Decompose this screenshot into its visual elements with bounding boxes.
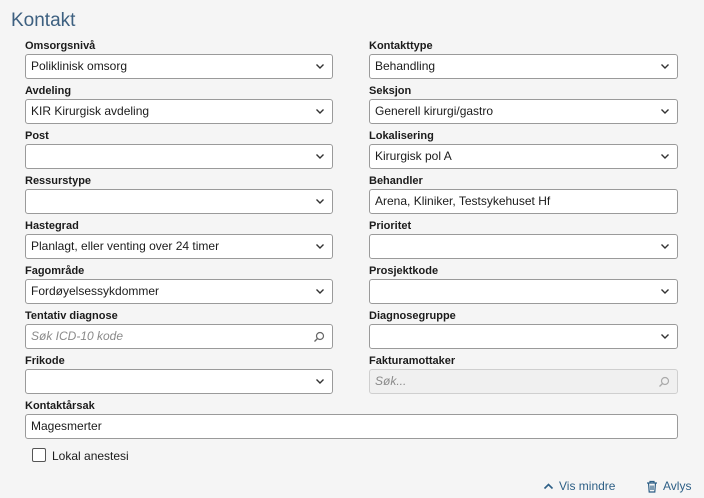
frikode-label: Frikode (25, 355, 65, 367)
vis-mindre-label: Vis mindre (559, 479, 616, 493)
tentativ-diagnose-search-input[interactable] (25, 324, 333, 349)
prosjektkode-dropdown[interactable] (369, 279, 678, 304)
search-icon (658, 376, 670, 388)
behandler-label: Behandler (369, 175, 423, 187)
chevron-down-icon (315, 196, 325, 206)
chevron-down-icon (315, 151, 325, 161)
hastegrad-dropdown[interactable] (25, 234, 333, 259)
chevron-down-icon (315, 241, 325, 251)
omsorgsniva-dropdown[interactable] (25, 54, 333, 79)
trash-icon (646, 480, 658, 493)
search-icon (313, 331, 325, 343)
vis-mindre-button[interactable] (543, 479, 615, 493)
prioritet-dropdown[interactable] (369, 234, 678, 259)
kontaktarsak-value: Magesmerter (31, 419, 102, 433)
tentativ-diagnose-placeholder: Søk ICD-10 kode (31, 329, 124, 343)
post-label: Post (25, 130, 49, 142)
hastegrad-label: Hastegrad (25, 220, 79, 232)
chevron-down-icon (660, 331, 670, 341)
chevron-down-icon (315, 286, 325, 296)
kontakttype-dropdown[interactable] (369, 54, 678, 79)
lokal-anestesi-checkbox[interactable] (32, 448, 46, 462)
tentativ-diagnose-label: Tentativ diagnose (25, 310, 118, 322)
post-dropdown[interactable] (25, 144, 333, 169)
omsorgsniva-value: Poliklinisk omsorg (31, 59, 128, 73)
avlys-button[interactable] (646, 479, 691, 493)
prosjektkode-label: Prosjektkode (369, 265, 439, 277)
fagomrade-label: Fagområde (25, 265, 85, 277)
seksjon-dropdown[interactable] (369, 99, 678, 124)
behandler-field[interactable] (369, 189, 678, 214)
ressurstype-dropdown[interactable] (25, 189, 333, 214)
fakturamottaker-label: Fakturamottaker (369, 355, 456, 367)
diagnosegruppe-dropdown[interactable] (369, 324, 678, 349)
behandler-value: Arena, Kliniker, Testsykehuset Hf (375, 194, 551, 208)
chevron-down-icon (315, 376, 325, 386)
lokalisering-label: Lokalisering (369, 130, 434, 142)
lokalisering-value: Kirurgisk pol A (375, 149, 452, 163)
chevron-down-icon (315, 106, 325, 116)
chevron-down-icon (660, 286, 670, 296)
hastegrad-value: Planlagt, eller venting over 24 timer (31, 239, 220, 253)
ressurstype-label: Ressurstype (25, 175, 92, 187)
omsorgsniva-label: Omsorgsnivå (25, 40, 96, 52)
kontaktarsak-label: Kontaktårsak (25, 400, 95, 412)
fagomrade-value: Fordøyelsessykdommer (31, 284, 160, 298)
frikode-dropdown[interactable] (25, 369, 333, 394)
chevron-down-icon (660, 61, 670, 71)
diagnosegruppe-label: Diagnosegruppe (369, 310, 456, 322)
fakturamottaker-search-input[interactable] (369, 369, 678, 394)
avdeling-dropdown[interactable] (25, 99, 333, 124)
seksjon-label: Seksjon (369, 85, 412, 97)
kontakttype-value: Behandling (375, 59, 436, 73)
avdeling-label: Avdeling (25, 85, 72, 97)
lokal-anestesi-label: Lokal anestesi (52, 449, 129, 463)
lokalisering-dropdown[interactable] (369, 144, 678, 169)
kontaktarsak-input[interactable] (25, 414, 678, 439)
fakturamottaker-placeholder: Søk... (375, 374, 407, 388)
chevron-down-icon (660, 241, 670, 251)
kontakttype-label: Kontakttype (369, 40, 433, 52)
prioritet-label: Prioritet (369, 220, 412, 232)
seksjon-value: Generell kirurgi/gastro (375, 104, 494, 118)
chevron-down-icon (315, 61, 325, 71)
chevron-down-icon (660, 151, 670, 161)
page-title: Kontakt (11, 10, 76, 31)
avlys-label: Avlys (663, 479, 692, 493)
chevron-down-icon (660, 106, 670, 116)
chevron-up-icon (543, 481, 554, 492)
fagomrade-dropdown[interactable] (25, 279, 333, 304)
avdeling-value: KIR Kirurgisk avdeling (31, 104, 150, 118)
